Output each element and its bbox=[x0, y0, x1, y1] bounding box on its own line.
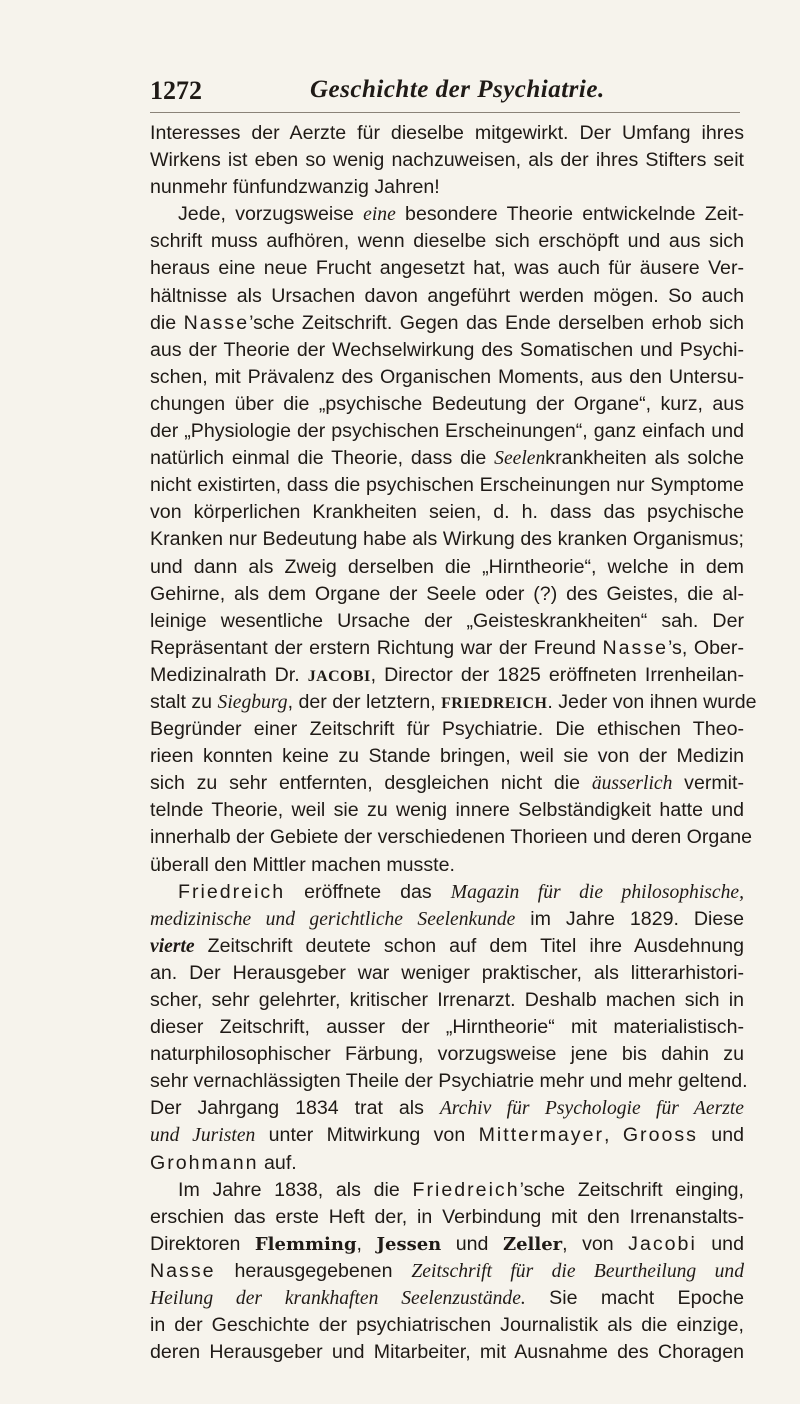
text-segment: rieen konnten keine zu Stande bringen, weil sie von der Medizin bbox=[150, 745, 744, 768]
text-segment: Nasse bbox=[150, 1259, 216, 1282]
text-segment: Grooss bbox=[622, 1124, 698, 1147]
text-segment: natürlich einmal die Theorie, dass die bbox=[150, 447, 495, 470]
text-segment: und Juristen bbox=[150, 1125, 256, 1147]
text-segment: Kranken nur Bedeutung habe als Wirkung des kranken Organismus; bbox=[150, 528, 744, 551]
text-segment: aus der Theorie der Wechselwirkung des Somatischen und Psychi- bbox=[150, 338, 744, 361]
text-line bbox=[150, 1041, 744, 1068]
text-segment: leinige wesentliche Ursache der „Geisteskrankheiten“ sah. Der bbox=[150, 609, 744, 632]
text-segment: naturphilosophischer Färbung, vorzugsweise jene bis dahin zu bbox=[150, 1043, 744, 1066]
text-line bbox=[150, 1014, 744, 1041]
text-segment: Friedreich bbox=[412, 1178, 520, 1201]
text-segment: und dann als Zweig derselben die „Hirntheorie“, welche in dem bbox=[150, 555, 744, 578]
text-segment: ’s, Ober- bbox=[668, 636, 744, 659]
text-segment: Jede, vorzugsweise bbox=[178, 203, 364, 226]
text-segment: besondere Theorie entwickelnde Zeit- bbox=[395, 203, 744, 226]
text-segment: von körperlichen Krankheiten seien, d. h. dass das psychische bbox=[150, 501, 744, 524]
text-segment: Grohmann bbox=[150, 1151, 259, 1174]
text-segment: Gehirne, als dem Organe der Seele oder (?) des Geistes, die al- bbox=[150, 582, 744, 605]
text-segment: eröffnete das bbox=[285, 880, 451, 903]
text-segment: Zeitschrift für die Beurtheilung und bbox=[411, 1260, 745, 1282]
text-segment: , Director der 1825 eröffneten Irrenheilan- bbox=[370, 663, 744, 686]
text-line bbox=[150, 364, 744, 391]
text-segment: ’sche Zeitschrift. Gegen das Ende derselben erhob sich bbox=[249, 311, 744, 334]
text-line bbox=[150, 1204, 744, 1231]
text-line bbox=[150, 689, 757, 716]
text-segment: auf. bbox=[258, 1151, 297, 1174]
text-segment: ’sche Zeitschrift einging, bbox=[519, 1178, 744, 1201]
text-segment: scher, sehr gelehrter, kritischer Irrenarzt. Deshalb machen sich in bbox=[150, 989, 744, 1011]
text-line bbox=[150, 526, 744, 553]
text-segment: Nasse bbox=[183, 311, 250, 334]
text-line bbox=[150, 879, 744, 906]
page-header bbox=[150, 76, 740, 110]
text-segment: im Jahre 1829. Diese bbox=[515, 907, 744, 930]
text-segment: sehr vernachlässigten Theile der Psychiatrie mehr und mehr geltend. bbox=[150, 1070, 748, 1093]
text-line bbox=[150, 174, 744, 201]
text-segment: vierte bbox=[150, 935, 195, 957]
running-title: Geschichte der Psychiatrie. bbox=[310, 76, 605, 103]
text-segment: und bbox=[696, 1232, 744, 1255]
text-line bbox=[150, 987, 744, 1014]
text-segment: , der der letztern, bbox=[287, 690, 442, 713]
text-segment: chungen über die „psychische Bedeutung der Organe“, kurz, aus bbox=[150, 392, 744, 415]
text-line bbox=[150, 960, 744, 987]
text-segment: Heilung der krankhaften Seelenzustände. bbox=[150, 1288, 526, 1310]
text-line bbox=[150, 770, 744, 797]
text-segment: FRIEDREICH bbox=[441, 694, 548, 712]
text-line bbox=[150, 120, 744, 147]
text-segment: hältnisse als Ursachen davon angeführt werden mögen. So auch bbox=[150, 284, 744, 307]
text-segment: . Jeder von ihnen wurde bbox=[547, 690, 757, 713]
text-segment: heraus eine neue Frucht angesetzt hat, was auch für äusere Ver- bbox=[150, 257, 744, 280]
text-segment: krankheiten als solche bbox=[545, 447, 744, 470]
text-segment: , bbox=[604, 1124, 623, 1147]
text-line bbox=[150, 1258, 744, 1285]
text-line bbox=[150, 635, 744, 662]
text-segment: und bbox=[697, 1124, 745, 1147]
text-line bbox=[150, 1312, 744, 1339]
text-line bbox=[150, 662, 744, 689]
text-line bbox=[150, 581, 744, 608]
text-line bbox=[150, 499, 744, 526]
text-segment: , bbox=[356, 1232, 377, 1255]
text-segment: der „Physiologie der psychischen Erscheinungen“, ganz einfach und bbox=[150, 420, 744, 443]
text-line bbox=[150, 797, 744, 824]
text-segment: Begründer einer Zeitschrift für Psychiatrie. Die ethischen Theo- bbox=[150, 718, 744, 741]
text-segment: Friedreich bbox=[178, 880, 286, 903]
text-segment: Jessen bbox=[376, 1233, 442, 1255]
text-line bbox=[150, 1122, 744, 1149]
text-line bbox=[150, 1095, 744, 1122]
text-segment: in der Geschichte der psychiatrischen Journalistik als die einzige, bbox=[150, 1314, 744, 1337]
text-segment: innerhalb der Gebiete der verschiedenen Thorieen und deren Organe bbox=[150, 826, 753, 849]
text-segment: schen, mit Prävalenz des Organischen Moments, aus den Untersu- bbox=[150, 365, 744, 388]
text-segment: Der Jahrgang 1834 trat als bbox=[150, 1097, 440, 1120]
text-segment: Sie macht Epoche bbox=[525, 1287, 744, 1310]
text-segment: Archiv für Psychologie für Aerzte bbox=[439, 1098, 744, 1120]
text-line bbox=[150, 147, 744, 174]
text-segment: schrift muss aufhören, wenn dieselbe sich erschöpft und aus sich bbox=[150, 230, 744, 253]
text-segment: dieser Zeitschrift, ausser der „Hirntheorie“ mit materialistisch- bbox=[150, 1016, 744, 1039]
text-line bbox=[150, 554, 744, 581]
text-segment: medizinische und gerichtliche Seelenkunde bbox=[150, 908, 516, 930]
text-segment: an. Der Herausgeber war weniger praktischer, als litterarhistori- bbox=[150, 961, 744, 984]
text-line bbox=[150, 283, 744, 310]
text-line bbox=[150, 255, 744, 282]
text-line bbox=[150, 310, 744, 337]
text-segment: Jacobi bbox=[628, 1232, 697, 1255]
text-line bbox=[150, 445, 744, 472]
text-line bbox=[150, 1339, 744, 1366]
text-line bbox=[150, 1177, 744, 1204]
text-segment: Medizinalrath Dr. bbox=[150, 663, 308, 686]
text-segment: die bbox=[150, 311, 184, 334]
text-segment: vermit- bbox=[672, 772, 745, 795]
text-segment: und bbox=[441, 1232, 503, 1255]
text-segment: , von bbox=[562, 1232, 629, 1255]
text-line bbox=[150, 743, 744, 770]
text-segment: Zeitschrift deutete schon auf dem Titel ihre Ausdehnung bbox=[194, 934, 744, 957]
text-line bbox=[150, 228, 744, 255]
text-line bbox=[150, 472, 744, 499]
header-divider bbox=[150, 112, 740, 113]
text-segment: Nasse bbox=[602, 636, 669, 659]
text-line bbox=[150, 1231, 744, 1258]
text-segment: nicht existirten, dass die psychischen Erscheinungen nur Symptome bbox=[150, 474, 744, 497]
text-segment: telnde Theorie, weil sie zu wenig innere Selbständigkeit hatte und bbox=[150, 799, 744, 822]
body-text bbox=[150, 120, 757, 1366]
text-segment: stalt zu bbox=[150, 690, 218, 713]
text-segment: Interesses der Aerzte für dieselbe mitgewirkt. Der Umfang ihres bbox=[150, 122, 744, 144]
text-segment: nunmehr fünfundzwanzig Jahren! bbox=[150, 176, 440, 199]
text-segment: Zeller bbox=[502, 1233, 563, 1255]
text-segment: herausgegebenen bbox=[215, 1259, 412, 1282]
text-segment: Seelen bbox=[494, 448, 546, 470]
text-line bbox=[150, 906, 744, 933]
text-line bbox=[150, 824, 753, 851]
text-segment: Mittermayer bbox=[478, 1124, 605, 1147]
text-line bbox=[150, 391, 744, 418]
text-segment: sich zu sehr entfernten, desgleichen nicht die bbox=[150, 772, 592, 795]
text-segment: JACOBI bbox=[307, 667, 371, 685]
text-line bbox=[150, 1150, 744, 1177]
page-number: 1272 bbox=[150, 76, 202, 105]
text-line bbox=[150, 337, 744, 364]
text-segment: Siegburg bbox=[217, 691, 288, 713]
text-segment: erschien das erste Heft der, in Verbindung mit den Irrenanstalts- bbox=[150, 1205, 744, 1228]
text-line bbox=[150, 1068, 748, 1095]
text-segment: deren Herausgeber und Mitarbeiter, mit Ausnahme des Choragen bbox=[150, 1341, 744, 1364]
text-line bbox=[150, 1285, 744, 1312]
text-segment: Direktoren bbox=[150, 1232, 255, 1255]
text-segment: eine bbox=[363, 204, 396, 226]
text-segment: Im Jahre 1838, als die bbox=[178, 1178, 413, 1201]
text-line bbox=[150, 201, 744, 228]
text-line bbox=[150, 852, 744, 879]
text-segment: Flemming bbox=[254, 1233, 357, 1255]
text-segment: äusserlich bbox=[591, 773, 673, 795]
text-line bbox=[150, 418, 744, 445]
text-segment: Magazin für die philosophische, bbox=[450, 881, 744, 903]
text-line bbox=[150, 933, 744, 960]
text-segment: unter Mitwirkung von bbox=[255, 1124, 479, 1147]
text-segment: Wirkens ist eben so wenig nachzuweisen, als der ihres Stifters seit bbox=[150, 149, 744, 172]
text-segment: überall den Mittler machen musste. bbox=[150, 853, 455, 876]
text-line bbox=[150, 716, 744, 743]
text-line bbox=[150, 608, 744, 635]
text-segment: Repräsentant der erstern Richtung war der Freund bbox=[150, 636, 603, 659]
